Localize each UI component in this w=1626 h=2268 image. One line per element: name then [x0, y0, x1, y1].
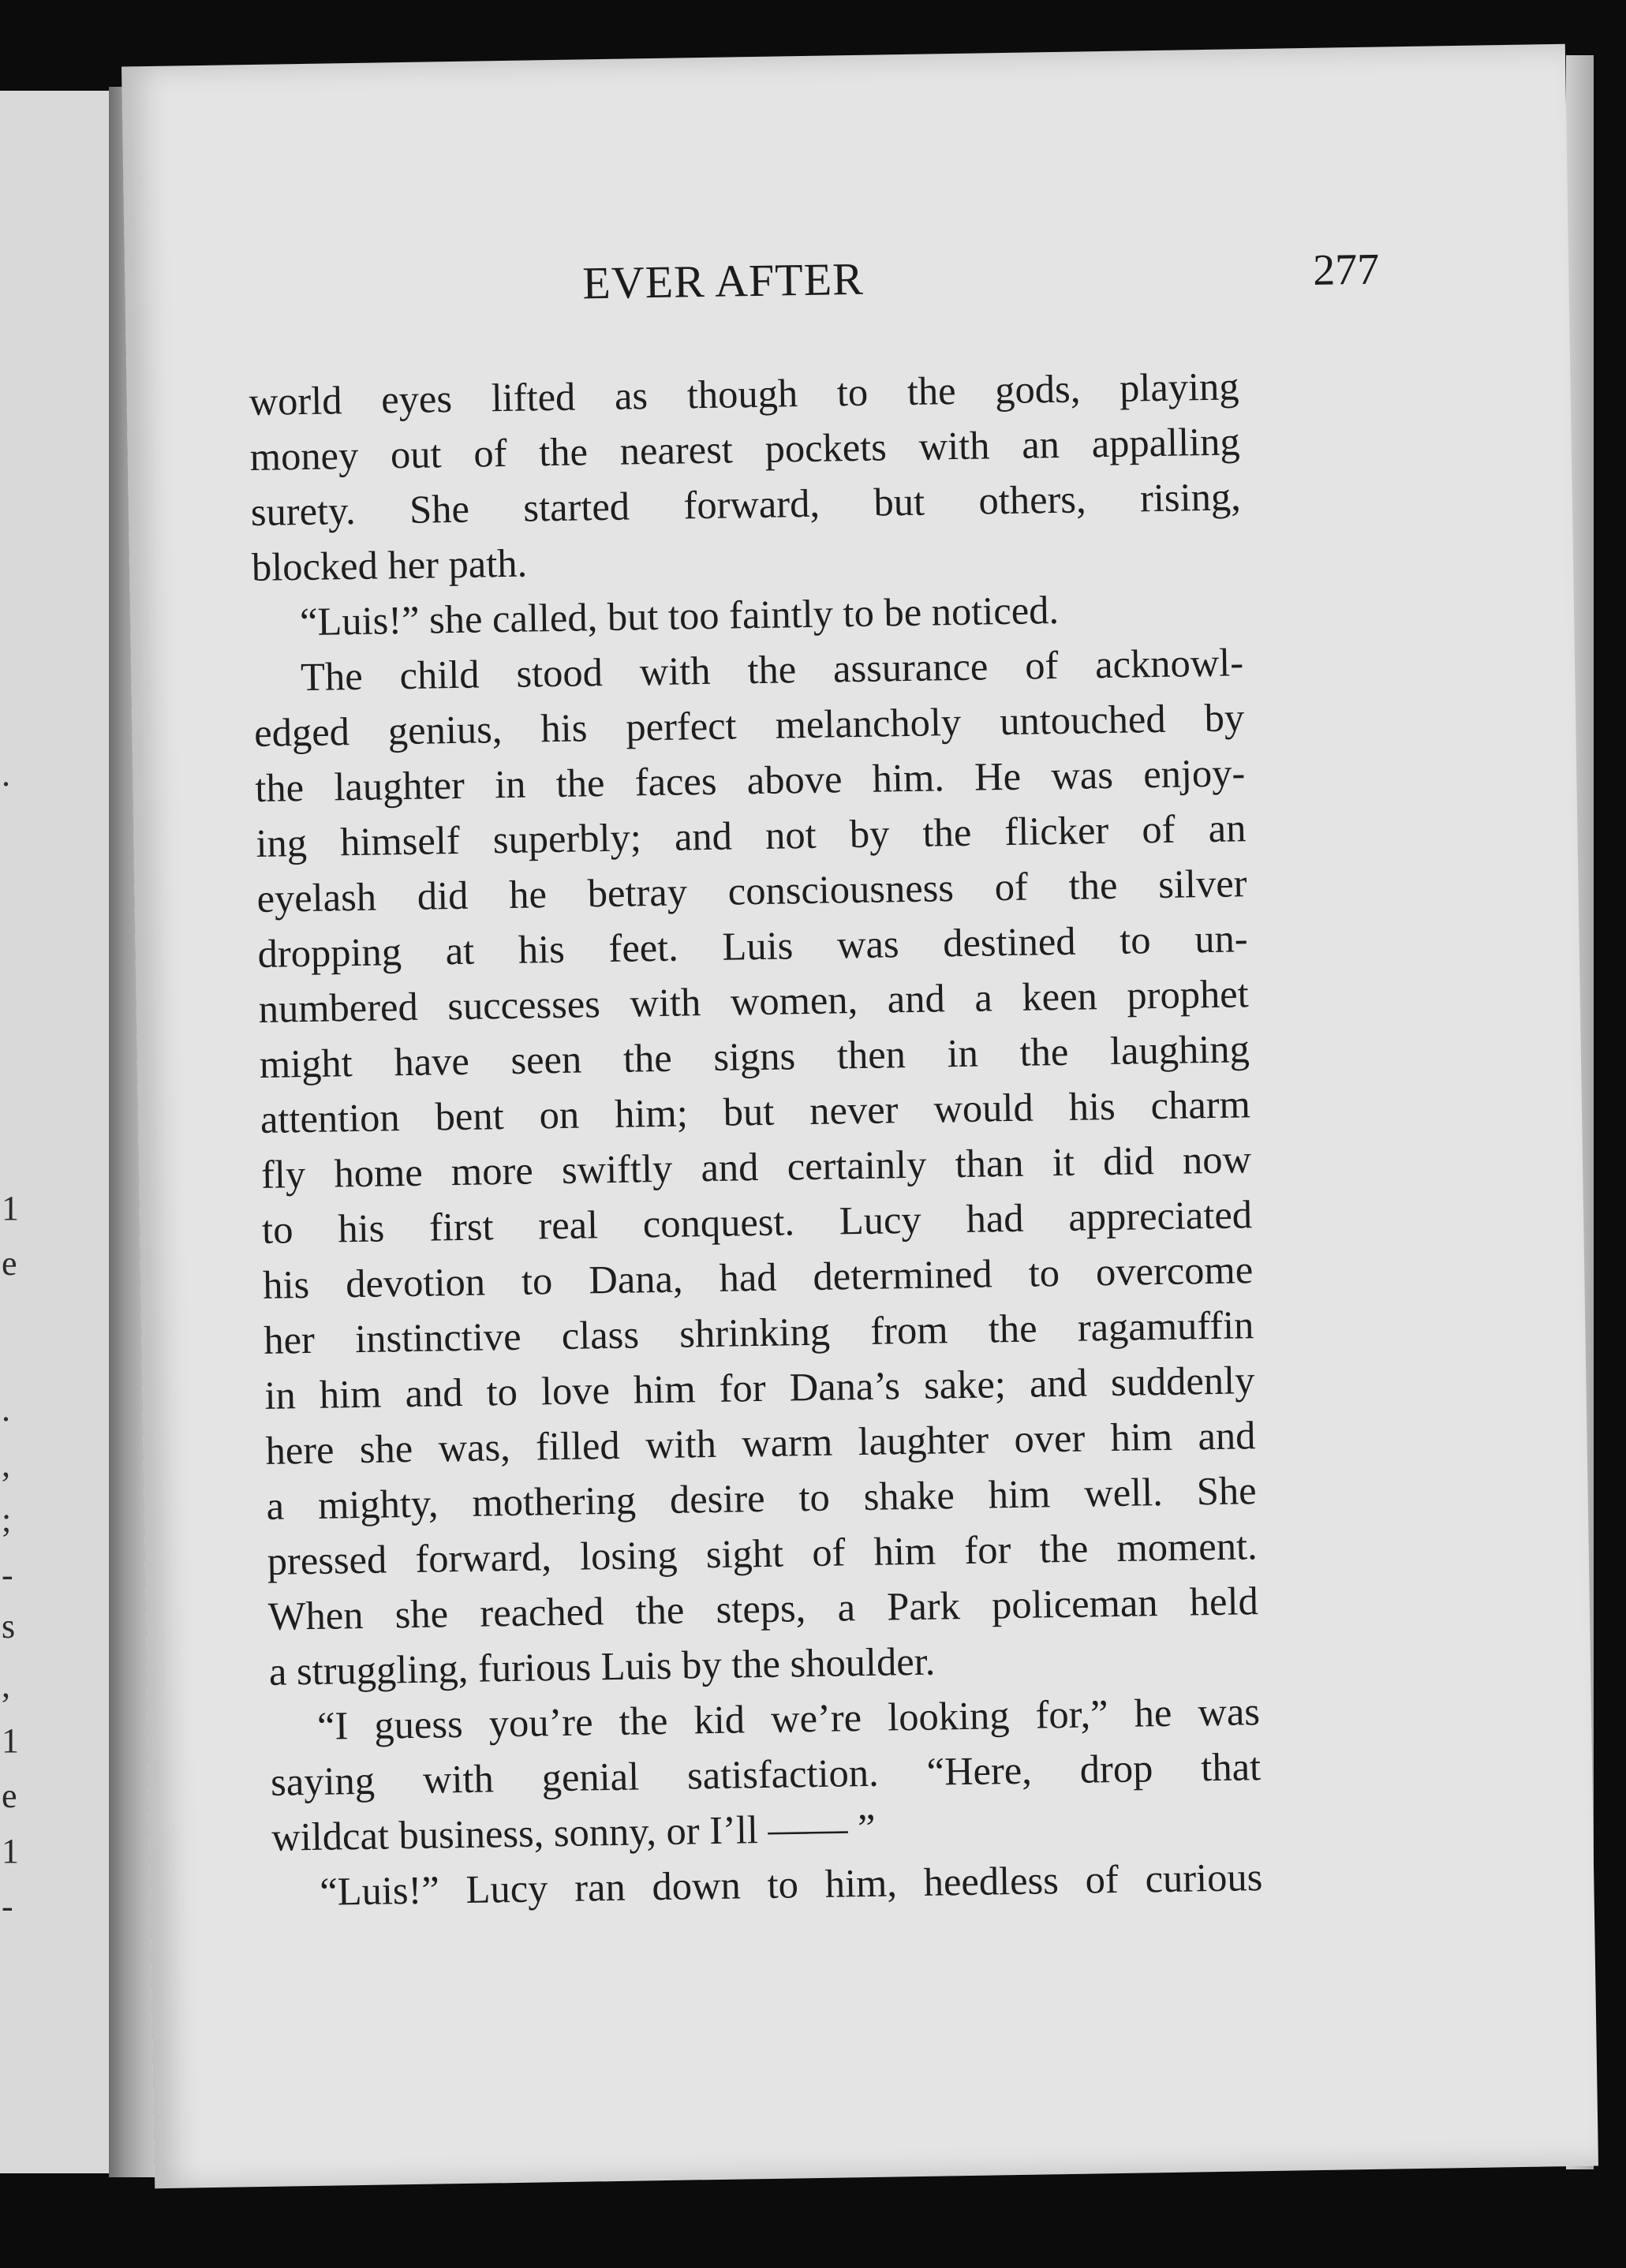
text-line: the laughter in the faces above him. He was enjoy-: [254, 750, 1246, 810]
text-line: ing himself superbly; and not by the flicker of an: [256, 805, 1247, 865]
text-line: here she was, filled with warm laughter over him and: [265, 1413, 1256, 1473]
left-page-fragment: -: [2, 1887, 13, 1926]
left-page-fragment: e: [2, 1244, 17, 1283]
text-line: When she reached the steps, a Park policeman held: [267, 1579, 1259, 1638]
running-head: EVER AFTER: [581, 252, 865, 309]
text-line: numbered successes with women, and a keen prophet: [258, 971, 1250, 1031]
left-page-fragment: e: [2, 1777, 17, 1815]
text-line: “Luis!” she called, but too faintly to be noticed.: [299, 587, 1060, 645]
text-line: a struggling, furious Luis by the shoulder.: [268, 1638, 936, 1694]
body-text: [249, 358, 1263, 1919]
left-page-fragment: -: [2, 1556, 13, 1594]
text-line: wildcat business, sonny, or I’ll —— ”: [271, 1805, 876, 1859]
text-line: his devotion to Dana, had determined to overcome: [262, 1247, 1254, 1307]
left-page-fragment: .: [2, 1390, 10, 1429]
right-page: [121, 44, 1598, 2188]
text-line: The child stood with the assurance of acknowl-: [300, 640, 1244, 700]
page-number: 277: [1312, 245, 1380, 295]
left-page-fragment: s: [2, 1607, 16, 1646]
text-line: in him and to love him for Dana’s sake; and suddenly: [264, 1358, 1255, 1418]
text-line: world eyes lifted as though to the gods, playing: [249, 364, 1239, 424]
text-line: dropping at his feet. Luis was destined to un-: [257, 916, 1248, 976]
text-line: surety. She started forward, but others, rising,: [250, 474, 1242, 535]
text-line: attention bent on him; but never would his charm: [260, 1082, 1251, 1141]
text-line: to his first real conquest. Lucy had appreciated: [261, 1192, 1253, 1252]
text-line: might have seen the signs then in the laughing: [259, 1026, 1250, 1086]
text-line: money out of the nearest pockets with an appalling: [249, 419, 1241, 480]
page-header: [543, 244, 1396, 320]
left-facing-page: [0, 91, 118, 2173]
text-line: fly home more swiftly and certainly than it did now: [260, 1137, 1252, 1197]
left-page-fragment: ;: [2, 1500, 12, 1539]
left-page-fragment: 1: [2, 1832, 19, 1870]
text-line: her instinctive class shrinking from the ragamuffin: [263, 1302, 1254, 1362]
left-page-fragment: .: [2, 755, 10, 794]
text-line: eyelash did he betray consciousness of the silver: [256, 861, 1247, 921]
text-line: edged genius, his perfect melancholy untouched by: [253, 695, 1245, 755]
text-line: pressed forward, losing sight of him for the moment.: [267, 1523, 1258, 1583]
text-line: a mighty, mothering desire to shake him well. She: [266, 1468, 1257, 1528]
text-line: “I guess you’re the kid we’re looking for,” he was: [316, 1689, 1261, 1748]
text-line: blocked her path.: [251, 540, 528, 590]
left-page-fragment: ,: [2, 1666, 10, 1705]
left-page-fragment: 1: [2, 1721, 19, 1760]
left-page-fragment: ,: [2, 1445, 10, 1484]
left-page-fragment: 1: [2, 1189, 19, 1227]
text-line: “Luis!” Lucy ran down to him, heedless of curious: [319, 1855, 1263, 1914]
text-line: saying with genial satisfaction. “Here, drop that: [270, 1744, 1262, 1804]
